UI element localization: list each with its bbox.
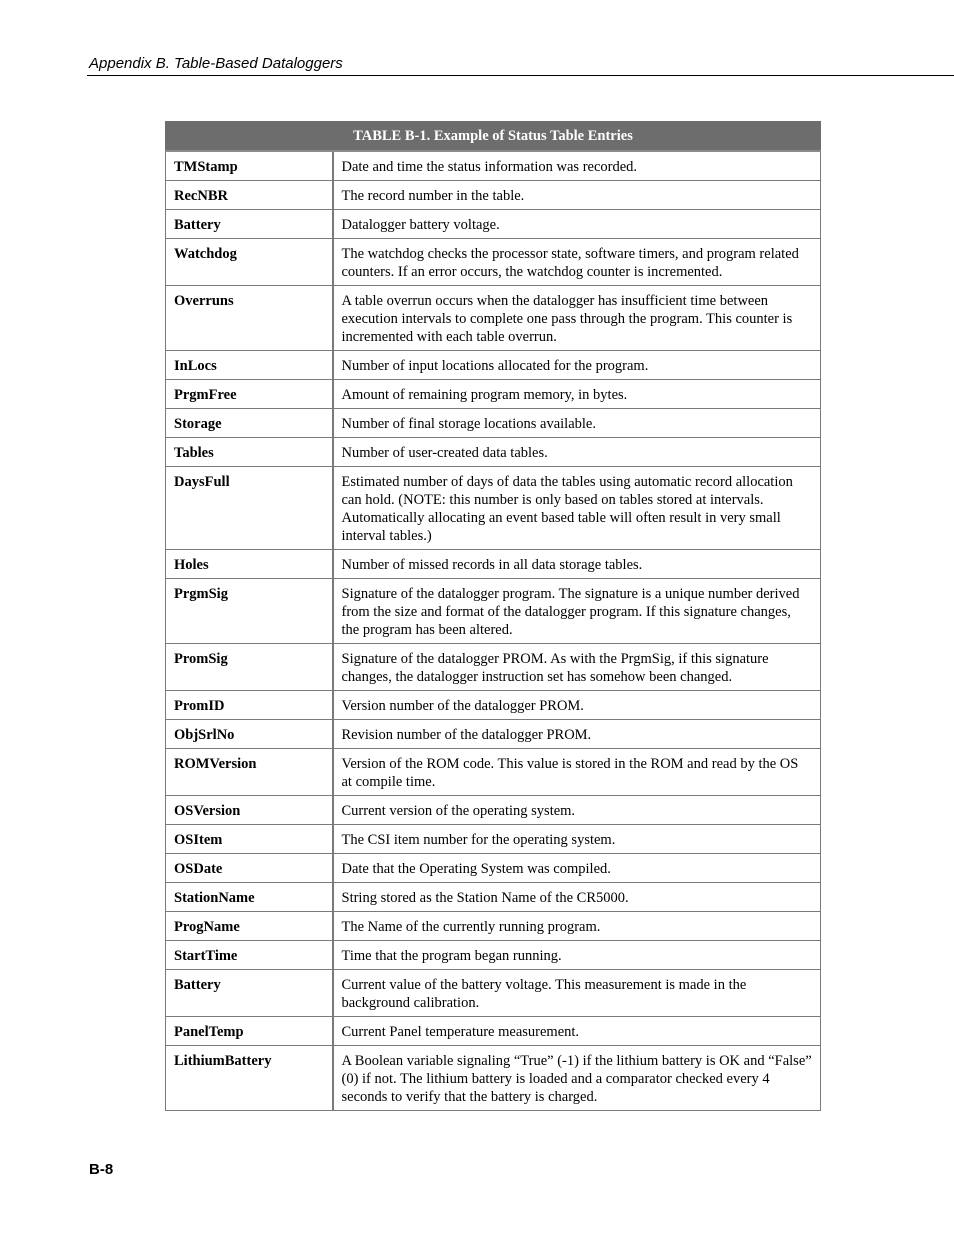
- field-description: Signature of the datalogger PROM. As with the PrgmSig, if this signature changes, the datalogger instruction set has somehow been changed.: [333, 644, 821, 691]
- field-name: TMStamp: [166, 151, 333, 181]
- table-row: [166, 409, 821, 438]
- field-name: RecNBR: [166, 181, 333, 210]
- table-row: [166, 239, 821, 286]
- field-description: Date and time the status information was recorded.: [333, 151, 821, 181]
- field-description: Estimated number of days of data the tables using automatic record allocation can hold. (NOTE: this number is only based on tables stored at intervals. Automatically allocating an event based table will often result in very small interval tables.): [333, 467, 821, 550]
- field-description: A table overrun occurs when the datalogger has insufficient time between execution intervals to complete one pass through the program. This counter is incremented with each table overrun.: [333, 286, 821, 351]
- table-row: [166, 854, 821, 883]
- field-description: Current value of the battery voltage. This measurement is made in the background calibration.: [333, 970, 821, 1017]
- field-description: The CSI item number for the operating system.: [333, 825, 821, 854]
- field-name: Battery: [166, 970, 333, 1017]
- field-description: The Name of the currently running program.: [333, 912, 821, 941]
- table-row: [166, 151, 821, 181]
- field-description: Number of missed records in all data storage tables.: [333, 550, 821, 579]
- field-name: ROMVersion: [166, 749, 333, 796]
- table-row: [166, 550, 821, 579]
- table-row: [166, 351, 821, 380]
- field-name: OSVersion: [166, 796, 333, 825]
- field-name: OSItem: [166, 825, 333, 854]
- table-row: [166, 883, 821, 912]
- table-row: [166, 579, 821, 644]
- status-table: [165, 121, 821, 1111]
- table-row: [166, 1046, 821, 1111]
- table-row: [166, 1017, 821, 1046]
- table-row: [166, 796, 821, 825]
- field-description: Current Panel temperature measurement.: [333, 1017, 821, 1046]
- table-row: [166, 749, 821, 796]
- field-name: PanelTemp: [166, 1017, 333, 1046]
- field-description: Datalogger battery voltage.: [333, 210, 821, 239]
- field-name: ProgName: [166, 912, 333, 941]
- field-name: OSDate: [166, 854, 333, 883]
- header-rule: [87, 75, 954, 76]
- table-row: [166, 644, 821, 691]
- field-name: Holes: [166, 550, 333, 579]
- field-description: String stored as the Station Name of the CR5000.: [333, 883, 821, 912]
- field-name: DaysFull: [166, 467, 333, 550]
- field-name: Overruns: [166, 286, 333, 351]
- table-row: [166, 941, 821, 970]
- field-name: Storage: [166, 409, 333, 438]
- field-name: PrgmSig: [166, 579, 333, 644]
- field-description: The record number in the table.: [333, 181, 821, 210]
- field-description: Signature of the datalogger program. The signature is a unique number derived from the size and format of the datalogger program. If this signature changes, the program has been altered.: [333, 579, 821, 644]
- table-row: [166, 825, 821, 854]
- table-row: [166, 438, 821, 467]
- table-row: [166, 286, 821, 351]
- field-name: PrgmFree: [166, 380, 333, 409]
- field-description: Date that the Operating System was compiled.: [333, 854, 821, 883]
- field-name: ObjSrlNo: [166, 720, 333, 749]
- field-description: A Boolean variable signaling “True” (-1) if the lithium battery is OK and “False” (0) if not. The lithium battery is loaded and a comparator checked every 4 seconds to verify that the battery is charged.: [333, 1046, 821, 1111]
- field-description: Version of the ROM code. This value is stored in the ROM and read by the OS at compile time.: [333, 749, 821, 796]
- field-description: Number of final storage locations available.: [333, 409, 821, 438]
- table-row: [166, 181, 821, 210]
- field-name: StationName: [166, 883, 333, 912]
- table-title: TABLE B-1. Example of Status Table Entries: [166, 122, 821, 152]
- field-name: LithiumBattery: [166, 1046, 333, 1111]
- field-name: PromSig: [166, 644, 333, 691]
- field-description: Revision number of the datalogger PROM.: [333, 720, 821, 749]
- field-name: PromID: [166, 691, 333, 720]
- table-row: [166, 691, 821, 720]
- field-description: Version number of the datalogger PROM.: [333, 691, 821, 720]
- field-name: Watchdog: [166, 239, 333, 286]
- field-description: Amount of remaining program memory, in bytes.: [333, 380, 821, 409]
- table-row: [166, 912, 821, 941]
- table-row: [166, 720, 821, 749]
- field-name: StartTime: [166, 941, 333, 970]
- field-description: Number of input locations allocated for the program.: [333, 351, 821, 380]
- table-title-row: [166, 122, 821, 152]
- field-name: InLocs: [166, 351, 333, 380]
- page-number: B-8: [89, 1161, 114, 1178]
- field-name: Battery: [166, 210, 333, 239]
- field-description: Time that the program began running.: [333, 941, 821, 970]
- field-name: Tables: [166, 438, 333, 467]
- table-row: [166, 380, 821, 409]
- running-header: Appendix B. Table-Based Dataloggers: [89, 55, 343, 72]
- table-body: [166, 151, 821, 1111]
- field-description: The watchdog checks the processor state, software timers, and program related counters. If an error occurs, the watchdog counter is incremented.: [333, 239, 821, 286]
- field-description: Number of user-created data tables.: [333, 438, 821, 467]
- field-description: Current version of the operating system.: [333, 796, 821, 825]
- table-row: [166, 970, 821, 1017]
- table-row: [166, 210, 821, 239]
- table-row: [166, 467, 821, 550]
